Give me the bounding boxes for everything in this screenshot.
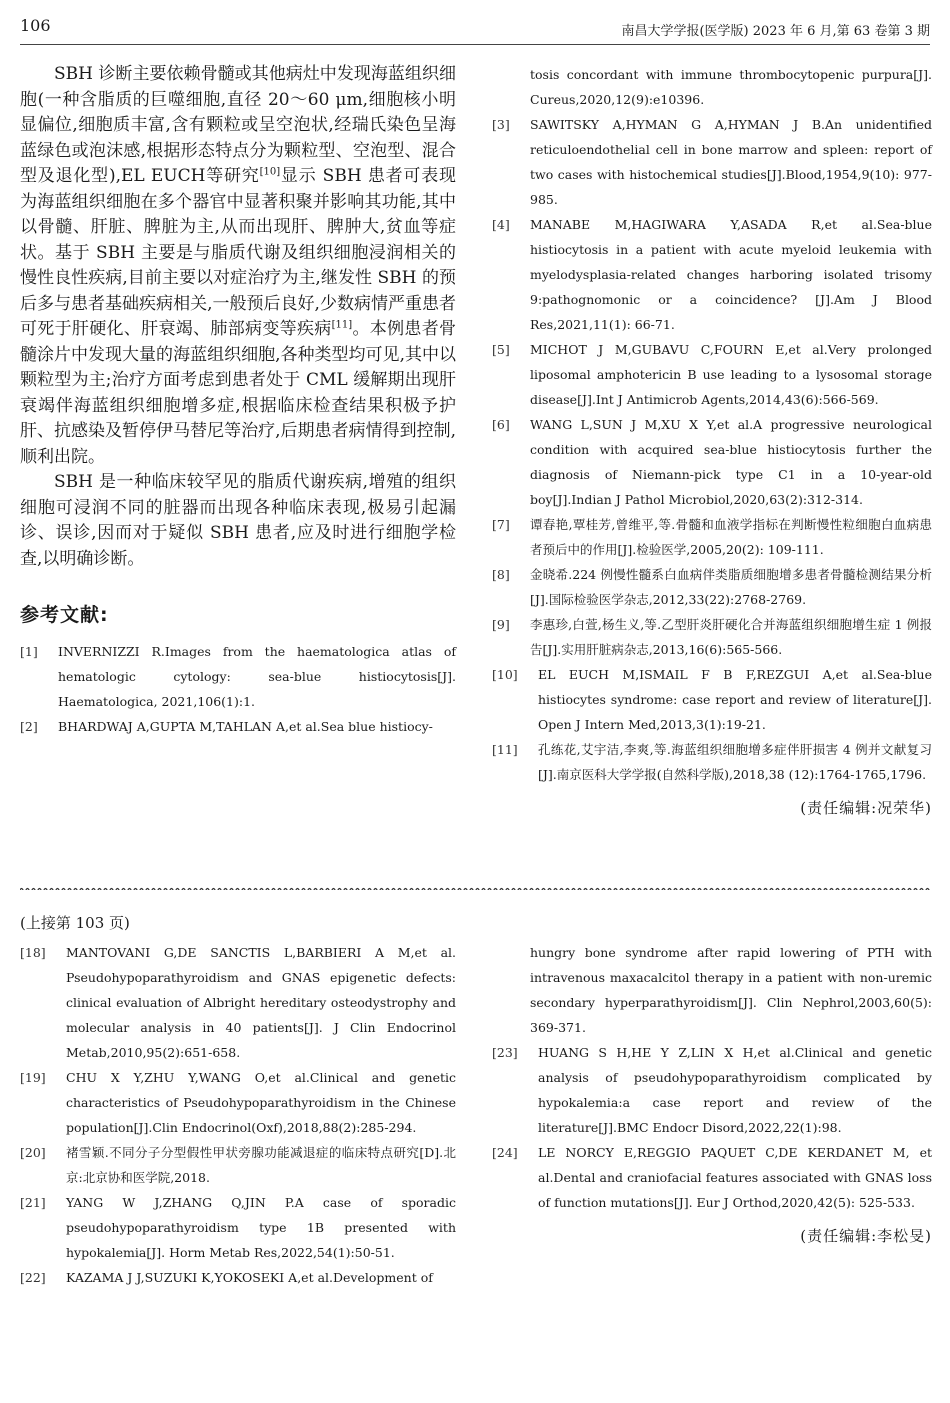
reference-item [492, 412, 932, 512]
reference-continuation [492, 940, 932, 1040]
reference-text: 金晓希.224 例慢性髓系白血病伴类脂质细胞增多患者骨髓检测结果分析[J].国际检验医学杂志,2012,33(22):2768-2769. [530, 567, 932, 607]
reference-text: EL EUCH M,ISMAIL F B F,REZGUI A,et al.Sea-blue histiocytes syndrome: case report and review of literature[J]. Open J Intern Med,2013,3(1):19-21. [538, 667, 932, 732]
journal-title: 南昌大学学报(医学版) 2023 年 6 月,第 63 卷第 3 期 [621, 24, 930, 39]
right-column-bottom [492, 940, 932, 1246]
reference-item [492, 1140, 932, 1215]
reference-number: [9] [492, 617, 510, 632]
reference-text: LE NORCY E,REGGIO PAQUET C,DE KERDANET M, et al.Dental and craniofacial features associated with GNAS loss of function mutations[J]. Eur J Orthod,2020,42(5): 525-533. [538, 1145, 932, 1210]
wavy-divider [20, 880, 930, 890]
left-column-bottom [20, 940, 456, 1290]
reference-text: 李惠珍,白萱,杨生义,等.乙型肝炎肝硬化合并海蓝组织细胞增生症 1 例报告[J].实用肝脏病杂志,2013,16(6):565-566. [530, 617, 932, 657]
reference-text: MANABE M,HAGIWARA Y,ASADA R,et al.Sea-blue histiocytosis in a patient with acute myeloid leukemia with myelodysplasia-related changes harboring isolated trisomy 9:pathognomonic or a coincidence? [J].Am J Blood Res,2021,11(1): 66-71. [530, 217, 932, 332]
reference-item [20, 1140, 456, 1190]
reference-text: YANG W J,ZHANG Q,JIN P.A case of sporadic pseudohypoparathyroidism type 1B presented with hypokalemia[J]. Horm Metab Res,2022,54(1):50-51. [66, 1195, 456, 1260]
reference-item [492, 562, 932, 612]
reference-text: 谭春艳,覃桂芳,曾维平,等.骨髓和血液学指标在判断慢性粒细胞白血病患者预后中的作用[J].检验医学,2005,20(2): 109-111. [530, 517, 932, 557]
reference-text: HUANG S H,HE Y Z,LIN X H,et al.Clinical and genetic analysis of pseudohypoparathyroidism complicated by hypokalemia:a case report and review of the literature[J].BMC Endocr Disord,2022,22(1):98. [538, 1045, 932, 1135]
reference-number: [6] [492, 417, 510, 432]
body-text: 。本例患者骨髓涂片中发现大量的海蓝组织细胞,各种类型均可见,其中以颗粒型为主;治疗方面考虑到患者处于 CML 缓解期出现肝衰竭伴海蓝组织细胞增多症,根据临床检查结果积极予护肝、抗感染及暂停伊马替尼等治疗,后期患者病情得到控制,顺利出院。 [20, 319, 457, 467]
responsible-editor: (责任编辑:况荣华) [800, 799, 932, 817]
reference-text: MICHOT J M,GUBAVU C,FOURN E,et al.Very prolonged liposomal amphotericin B use leading to a lysosomal storage disease[J].Int J Antimicrob Agents,2014,43(6):566-569. [530, 342, 932, 407]
body-paragraph-1 [20, 62, 456, 470]
reference-text: BHARDWAJ A,GUPTA M,TAHLAN A,et al.Sea blue histiocy- [58, 719, 433, 734]
reference-number: [18] [20, 945, 46, 960]
reference-number: [8] [492, 567, 510, 582]
reference-text: tosis concordant with immune thrombocytopenic purpura[J]. Cureus,2020,12(9):e10396. [530, 67, 932, 107]
reference-text: CHU X Y,ZHU Y,WANG O,et al.Clinical and genetic characteristics of Pseudohypoparathyroidism in the Chinese population[J].Clin Endocrinol(Oxf),2018,88(2):285-294. [66, 1070, 456, 1135]
reference-number: [1] [20, 644, 38, 659]
reference-item [20, 1265, 456, 1290]
reference-item [492, 737, 932, 787]
reference-item [492, 512, 932, 562]
responsible-editor: (责任编辑:李松旻) [800, 1227, 932, 1245]
reference-item [492, 662, 932, 737]
reference-number: [20] [20, 1145, 46, 1160]
reference-text: MANTOVANI G,DE SANCTIS L,BARBIERI A M,et al. Pseudohypoparathyroidism and GNAS epigenetic defects: clinical evaluation of Albright hereditary osteodystrophy and molecular analysis in 40 patients[J]. J Clin Endocrinol Metab,2010,95(2):651-658. [66, 945, 456, 1060]
reference-text: KAZAMA J J,SUZUKI K,YOKOSEKI A,et al.Development of [66, 1270, 433, 1285]
body-text: 显示 SBH 患者可表现为海蓝组织细胞在多个器官中显著积聚并影响其功能,其中以骨髓、肝脏、脾脏为主,从而出现肝、脾肿大,贫血等症状。基于 SBH 主要是与脂质代谢及组织细胞浸润相关的慢性良性疾病,目前主要以对症治疗为主,继发性 SBH 的预后多与患者基础疾病相关,一般预后良好,少数病情严重患者可死于肝硬化、肝衰竭、肺部病变等疾病 [20, 166, 457, 339]
reference-item [20, 639, 456, 714]
reference-continuation [492, 62, 932, 112]
reference-item [20, 1065, 456, 1140]
reference-number: [3] [492, 117, 510, 132]
page-header [20, 14, 930, 45]
reference-number: [21] [20, 1195, 46, 1210]
reference-item [20, 940, 456, 1065]
reference-item [492, 612, 932, 662]
reference-number: [23] [492, 1045, 518, 1060]
page-number: 106 [20, 16, 51, 35]
reference-text: 褚雪颖.不同分子分型假性甲状旁腺功能减退症的临床特点研究[D].北京:北京协和医学院,2018. [66, 1145, 456, 1185]
reference-item [492, 1040, 932, 1140]
reference-item [492, 337, 932, 412]
reference-number: [4] [492, 217, 510, 232]
reference-item [492, 112, 932, 212]
reference-number: [19] [20, 1070, 46, 1085]
reference-number: [7] [492, 517, 510, 532]
reference-item [20, 1190, 456, 1265]
reference-number: [24] [492, 1145, 518, 1160]
left-column-top [20, 62, 456, 739]
reference-text: 孔练花,艾宇洁,李爽,等.海蓝组织细胞增多症伴肝损害 4 例并文献复习[J].南京医科大学学报(自然科学版),2018,38 (12):1764-1765,1796. [538, 742, 932, 782]
reference-text: SAWITSKY A,HYMAN G A,HYMAN J B.An unidentified reticuloendothelial cell in bone marrow and spleen: report of two cases with histochemical studies[J].Blood,1954,9(10): 977-985. [530, 117, 932, 207]
reference-number: [5] [492, 342, 510, 357]
reference-number: [10] [492, 667, 518, 682]
reference-text: WANG L,SUN J M,XU X Y,et al.A progressive neurological condition with acquired sea-blue histiocytosis further the diagnosis of Niemann-pick type C1 in a 10-year-old boy[J].Indian J Pathol Microbiol,2020,63(2):312-314. [530, 417, 932, 507]
reference-item [492, 212, 932, 337]
continued-label: (上接第 103 页) [20, 914, 130, 932]
right-column-top [492, 62, 932, 818]
citation-11[interactable]: [11] [331, 319, 353, 331]
reference-text: INVERNIZZI R.Images from the haematologica atlas of hematologic cytology: sea-blue histiocytosis[J]. Haematologica, 2021,106(1):1. [58, 644, 456, 709]
references-heading: 参考文献: [20, 604, 109, 626]
reference-number: [11] [492, 742, 518, 757]
reference-item [20, 714, 456, 739]
body-text: SBH 诊断主要依赖骨髓或其他病灶中发现海蓝组织细胞(一种含脂质的巨噬细胞,直径 20～60 μm,细胞核小明显偏位,细胞质丰富,含有颗粒或呈空泡状,经瑞氏染色呈海蓝绿色或泡沫感,根据形态特点分为颗粒型、空泡型、混合型及退化型),EL EUCH等研究 [20, 64, 456, 186]
reference-number: [22] [20, 1270, 46, 1285]
citation-10[interactable]: [10] [259, 166, 281, 178]
body-paragraph-2: SBH 是一种临床较罕见的脂质代谢疾病,增殖的组织细胞可浸润不同的脏器而出现各种临床表现,极易引起漏诊、误诊,因而对于疑似 SBH 患者,应及时进行细胞学检查,以明确诊断。 [20, 472, 456, 569]
wavy-divider-line [20, 885, 930, 890]
reference-number: [2] [20, 719, 38, 734]
reference-text: hungry bone syndrome after rapid lowering of PTH with intravenous maxacalcitol therapy in a patient with non-uremic secondary hyperparathyroidism[J]. Clin Nephrol,2003,60(5): 369-371. [530, 945, 932, 1035]
reference-list-top-left [20, 639, 456, 739]
